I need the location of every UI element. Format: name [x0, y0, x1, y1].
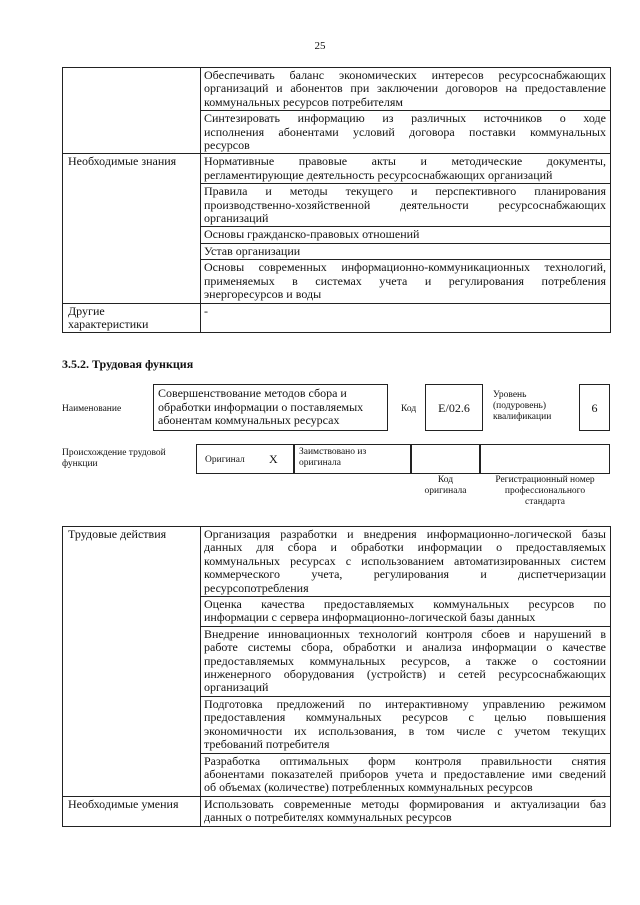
- origin-borrowed-box: Заимствовано из оригинала: [294, 444, 411, 474]
- code-label: Код: [401, 404, 417, 414]
- code-value-box: E/02.6: [425, 384, 483, 431]
- row-label-empty: [63, 68, 201, 154]
- original-label: Оригинал: [205, 455, 245, 465]
- row-label-skills: Необходимые умения: [63, 796, 201, 826]
- qualification-level-label: Уровень (подуровень) квалификации: [493, 390, 552, 422]
- origin-label: Происхождение трудовой функции: [62, 448, 166, 469]
- list-item: Подготовка предложений по интерактивному управлению режимом предоставления коммунальных ресурсов с целью повышения экономичности их использования, в том числе с учетом текущих требований потребителя: [201, 696, 610, 753]
- code-caption: Код оригинала: [424, 475, 467, 496]
- qualification-level-box: 6: [579, 384, 610, 431]
- list-item: Правила и методы текущего и перспективного планирования производственно-хозяйственной деятельности ресурсоснабжающих организаций: [201, 183, 610, 226]
- list-item: Обеспечивать баланс экономических интересов ресурсоснабжающих организаций и абонентов при заключении договоров на предоставление коммунальных ресурсов потребителям: [204, 68, 606, 109]
- origin-original-box: [196, 444, 294, 474]
- list-item: Разработка оптимальных форм контроля правильности снятия абонентами показателей приборов учета и предоставление ими сведений об объемах (количестве) потребленных коммунальных ресурсов: [201, 753, 610, 796]
- list-item: Организация разработки и внедрения информационно-логической базы данных для сбора и обработки информации о предоставляемых коммунальных ресурсах с использованием автоматизированных систем коммерческого учета, регулирования и диспетчеризации ресурсопотребления: [204, 527, 606, 595]
- table-row: [63, 68, 611, 154]
- row-label-knowledge: Необходимые знания: [63, 154, 201, 303]
- row-label-labor-actions: Трудовые действия: [63, 527, 201, 797]
- labor-actions-table: [62, 526, 611, 827]
- original-mark: X: [269, 452, 278, 466]
- row-label-other: Другие характеристики: [63, 303, 201, 333]
- list-item: Основы современных информационно-коммуникационных технологий, применяемых в системах учета и регулирования потребления энергоресурсов и воды: [201, 259, 610, 302]
- table-row: [63, 527, 611, 797]
- section-title: 3.5.2. Трудовая функция: [62, 357, 194, 371]
- page-number: 25: [314, 40, 326, 52]
- list-item: -: [204, 303, 208, 318]
- list-item: Оценка качества предоставляемых коммунальных ресурсов по информации с сервера информационно-логической базы данных: [201, 596, 610, 626]
- list-item: Синтезировать информацию из различных источников о ходе исполнения абонентами условий договора поставки коммунальных ресурсов: [201, 110, 610, 153]
- top-competency-table: [62, 67, 611, 333]
- table-row: [63, 303, 611, 333]
- reg-caption: Регистрационный номер профессионального стандарта: [495, 475, 595, 507]
- list-item: Внедрение инновационных технологий контроля сбоев и нарушений в работе системы сбора, обработки и анализа информации о качестве предоставляемых коммунальных ресурсов, а также о состоянии инженерного оборудования (устройств) и сетей ресурсоснабжающих организаций: [201, 626, 610, 696]
- list-item: Нормативные правовые акты и методические документы, регламентирующие деятельность ресурсоснабжающих организаций: [204, 154, 606, 182]
- function-name-box: Совершенствование методов сбора и обработки информации о поставляемых абонентам коммунальных ресурсах: [153, 384, 388, 431]
- table-row: [63, 796, 611, 826]
- origin-reg-box: [480, 444, 610, 474]
- origin-code-box: [411, 444, 480, 474]
- table-row: [63, 154, 611, 303]
- list-item: Устав организации: [201, 243, 610, 259]
- name-label: Наименование: [62, 404, 122, 414]
- list-item: Основы гражданско-правовых отношений: [201, 226, 610, 242]
- list-item: Использовать современные методы формирования и актуализации баз данных о потребителях коммунальных ресурсов: [204, 796, 606, 825]
